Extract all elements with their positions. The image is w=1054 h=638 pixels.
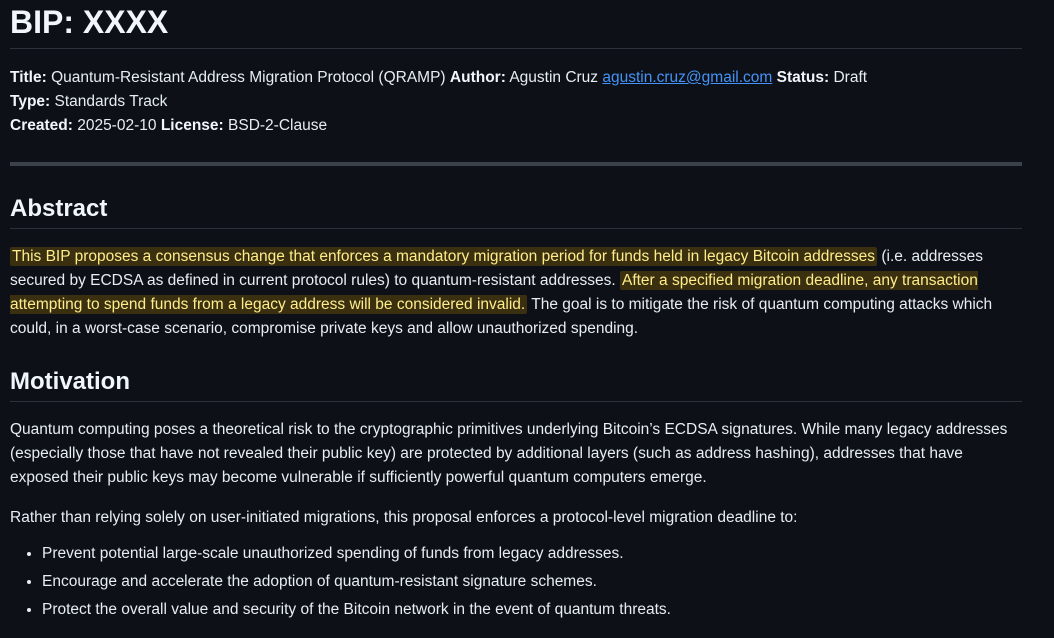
type-label: Type: <box>10 93 51 110</box>
author-label: Author: <box>449 69 506 86</box>
title-label: Title: <box>10 69 47 86</box>
abstract-highlight-1: This BIP proposes a consensus change that enforces a mandatory migration period for funds held in legacy Bitcoin addresses <box>12 248 876 265</box>
abstract-highlight-2: After a specified migration deadline, any transaction attempting to spend funds from a legacy address will be considered invalid. <box>10 272 978 313</box>
list-item: • Protect the overall value and security of the Bitcoin network in the event of quantum threats. <box>42 598 1022 622</box>
meta-line-2 <box>10 90 1022 114</box>
abstract-paragraph <box>10 245 1022 341</box>
bip-metadata <box>10 66 1022 138</box>
license-label: License: <box>160 117 224 134</box>
horizontal-rule <box>10 162 1022 166</box>
author-name: Agustin Cruz <box>509 69 599 86</box>
motivation-heading: Motivation <box>10 367 1022 402</box>
document <box>10 0 1022 626</box>
motivation-list <box>10 542 1022 622</box>
created-label: Created: <box>10 117 73 134</box>
abstract-text-2: The goal is to mitigate the risk of quantum computing attacks which could, in a worst-case scenario, compromise private keys and allow unauthorized spending. <box>10 296 993 337</box>
abstract-heading: Abstract <box>10 194 1022 229</box>
list-item: • Prevent potential large-scale unauthorized spending of funds from legacy addresses. <box>42 542 1022 566</box>
list-item: • Encourage and accelerate the adoption of quantum-resistant signature schemes. <box>42 570 1022 594</box>
meta-line-3 <box>10 114 1022 138</box>
status-value: Draft <box>833 69 868 86</box>
page-title: BIP: XXXX <box>10 0 1022 49</box>
status-label: Status: <box>776 69 830 86</box>
type-value: Standards Track <box>54 93 168 110</box>
title-value: Quantum-Resistant Address Migration Protocol (QRAMP) <box>51 69 446 86</box>
meta-line-1 <box>10 66 1022 90</box>
motivation-paragraph-1: Quantum computing poses a theoretical risk to the cryptographic primitives underlying Bitcoin’s ECDSA signatures. While many legacy addresses (especially those that have not revealed their public key) are protected by additional layers (such as address hashing), addresses that have exposed their public keys may become vulnerable if sufficiently powerful quantum computers emerge. <box>10 421 1008 486</box>
motivation-paragraph-2: Rather than relying solely on user-initiated migrations, this proposal enforces a protocol-level migration deadline to: <box>10 509 798 526</box>
created-value: 2025-02-10 <box>77 117 157 134</box>
abstract-text-1: (i.e. addresses secured by ECDSA as defined in current protocol rules) to quantum-resistant addresses. <box>10 248 984 289</box>
license-value: BSD-2-Clause <box>228 117 328 134</box>
author-email-link[interactable]: agustin.cruz@gmail.com <box>602 69 773 86</box>
